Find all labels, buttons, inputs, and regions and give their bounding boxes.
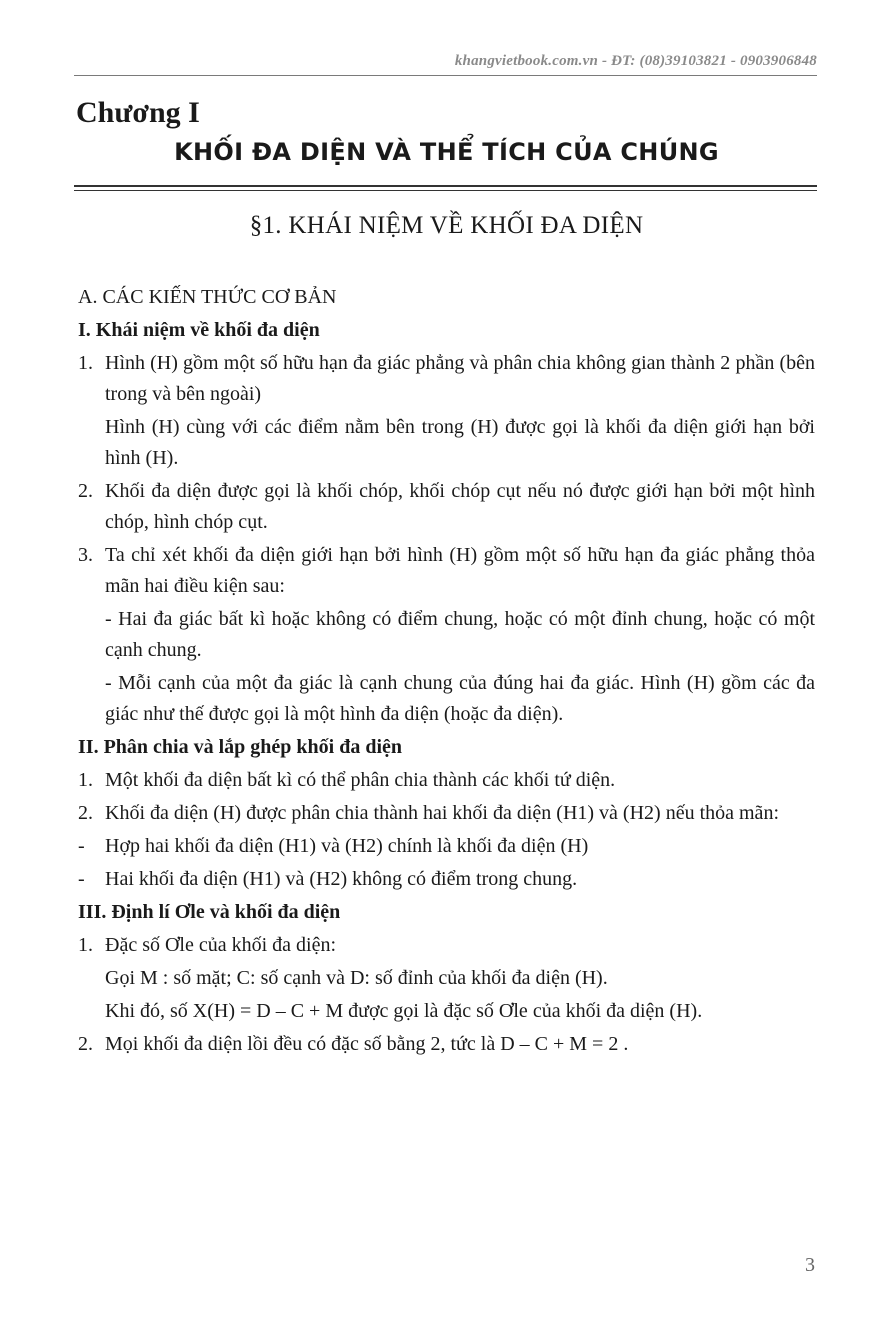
list-item-continuation: Khi đó, số X(H) = D – C + M được gọi là đặc số Ơle của khối đa diện (H). xyxy=(105,1000,703,1022)
item-number: 2. xyxy=(78,1033,93,1055)
item-text: Khối đa diện được gọi là khối chóp, khối chóp cụt nếu nó được giới hạn bởi một hình chóp, hình chóp cụt. xyxy=(105,480,815,533)
item-text: Một khối đa diện bất kì có thể phân chia thành các khối tứ diện. xyxy=(105,769,616,791)
list-item xyxy=(78,798,815,829)
heading-concept: I. Khái niệm về khối đa diện xyxy=(78,319,320,341)
item-number: 2. xyxy=(78,802,93,824)
list-item xyxy=(78,1029,815,1060)
page-header: khangvietbook.com.vn - ĐT: (08)39103821 - 0903906848 xyxy=(454,53,817,69)
list-item-continuation: - Hai đa giác bất kì hoặc không có điểm chung, hoặc có một đỉnh chung, hoặc có một cạnh chung. xyxy=(105,608,815,661)
item-text: Hình (H) gồm một số hữu hạn đa giác phẳng và phân chia không gian thành 2 phần (bên trong và bên ngoài) xyxy=(105,352,815,405)
item-text: Mọi khối đa diện lồi đều có đặc số bằng 2, tức là D – C + M = 2 . xyxy=(105,1033,629,1055)
item-text: Hai khối đa diện (H1) và (H2) không có điểm trong chung. xyxy=(105,868,578,890)
heading-division: II. Phân chia và lắp ghép khối đa diện xyxy=(78,736,402,758)
item-number: 2. xyxy=(78,480,93,502)
list-item-continuation: Hình (H) cùng với các điểm nằm bên trong (H) được gọi là khối đa diện giới hạn bởi hình (H). xyxy=(105,416,815,469)
item-bullet: - xyxy=(78,835,85,857)
item-text: Ta chỉ xét khối đa diện giới hạn bởi hình (H) gồm một số hữu hạn đa giác phẳng thỏa mãn hai điều kiện sau: xyxy=(105,544,815,597)
item-text: Hợp hai khối đa diện (H1) và (H2) chính là khối đa diện (H) xyxy=(105,835,589,857)
item-text: Khối đa diện (H) được phân chia thành hai khối đa diện (H1) và (H2) nếu thỏa mãn: xyxy=(105,802,779,824)
section-3-items xyxy=(78,930,815,1060)
item-number: 1. xyxy=(78,352,93,374)
list-item-continuation: Gọi M : số mặt; C: số cạnh và D: số đỉnh của khối đa diện (H). xyxy=(105,967,608,989)
list-item-continuation: - Mỗi cạnh của một đa giác là cạnh chung của đúng hai đa giác. Hình (H) gồm các đa giác như thế được gọi là một hình đa diện (hoặc đa diện). xyxy=(105,672,815,725)
chapter-divider-thick xyxy=(74,185,817,187)
list-item xyxy=(78,348,815,410)
item-number: 3. xyxy=(78,544,93,566)
chapter-title: KHỐI ĐA DIỆN VÀ THỂ TÍCH CỦA CHÚNG xyxy=(174,138,719,166)
list-item xyxy=(78,476,815,538)
heading-euler: III. Định lí Ơle và khối đa diện xyxy=(78,901,341,923)
item-bullet: - xyxy=(78,868,85,890)
item-number: 1. xyxy=(78,769,93,791)
item-number: 1. xyxy=(78,934,93,956)
header-rule xyxy=(74,75,817,76)
list-item xyxy=(78,864,815,895)
section-2-items xyxy=(78,765,815,895)
section-1-items xyxy=(78,348,815,730)
chapter-label: Chương I xyxy=(76,96,200,129)
page-number: 3 xyxy=(805,1254,815,1276)
chapter-divider-thin xyxy=(74,190,817,191)
list-item xyxy=(78,930,815,961)
list-item xyxy=(78,831,815,862)
item-text: Đặc số Ơle của khối đa diện: xyxy=(105,934,337,956)
list-item xyxy=(78,540,815,602)
part-a-heading: A. CÁC KIẾN THỨC CƠ BẢN xyxy=(78,286,337,308)
page-content xyxy=(78,282,815,1062)
section-title: §1. KHÁI NIỆM VỀ KHỐI ĐA DIỆN xyxy=(249,212,644,239)
list-item xyxy=(78,765,815,796)
